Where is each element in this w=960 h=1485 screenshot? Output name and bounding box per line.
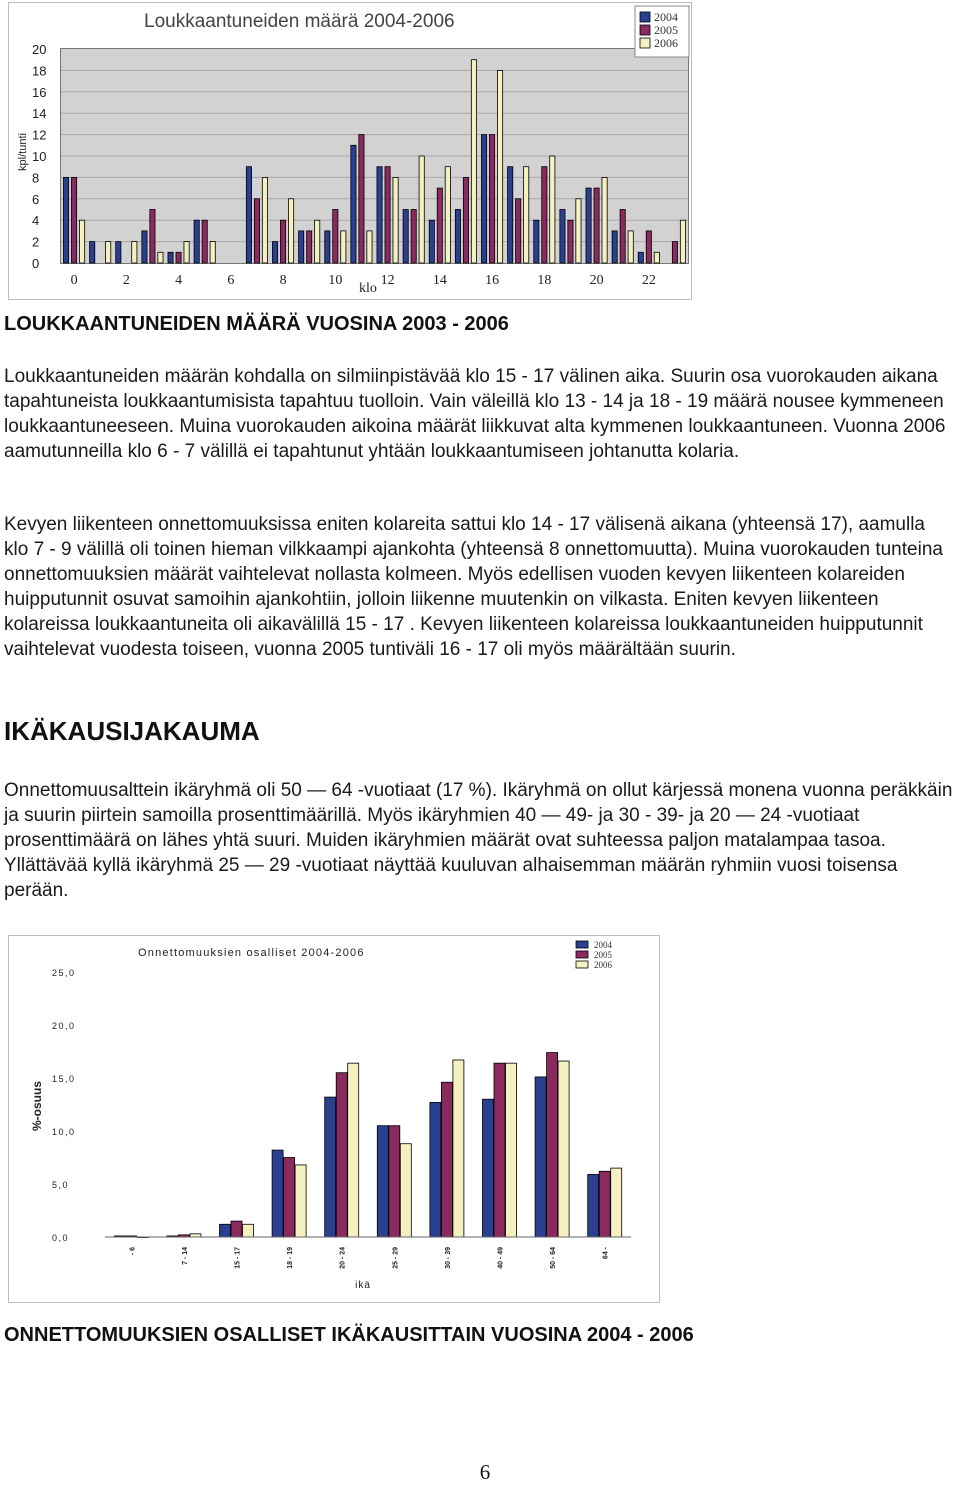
bar-2004-50 - 64 [535,1077,546,1237]
bar-2005-13 [411,210,416,264]
bar-2004-12 [377,167,382,263]
chart-title: Loukkaantuneiden määrä 2004-2006 [144,11,455,32]
legend [576,940,613,970]
bar-2005-18 - 19 [284,1158,295,1238]
bar-2006-1 [106,242,111,263]
bar-2005-19 [568,220,573,263]
paragraph-hourly-injuries: Loukkaantuneiden määrän kohdalla on silmiinpistävää klo 15 - 17 välinen aika. Suurin osa vuorokauden aikana tapahtuneista loukkaantumisista tapahtuu tuolloin. Vain väleillä klo 13 - 14 ja 18 - 19 määrä nousee kymmeneen loukkaantuneeseen. Muina vuorokauden aikoina määrät liikkuvat alta kymmenen loukkaantuneen. Vuonna 2006 aamutunneilla klo 6 - 7 välillä ei tapahtunut yhtään loukkaantumiseen johtanutta kolaria. [4,366,946,462]
bar-2005-25 - 29 [389,1126,400,1237]
x-tick-label: 18 [537,273,552,288]
legend-label-2004: 2004 [654,10,678,24]
y-axis-label: %-osuus [30,1080,44,1132]
bar-2006-18 [550,156,555,263]
bar-2006-50 - 64 [558,1061,569,1237]
bar-2006-23 [680,220,685,263]
bar-2006-13 [419,156,424,263]
bar-2005-18 [542,167,547,263]
x-tick-label: 50 - 64 [550,1247,558,1269]
bar-2004-3 [142,231,147,263]
legend-label-2006: 2006 [654,36,678,50]
bar-2006-21 [628,231,633,263]
y-tick-label: 0 [32,256,40,271]
x-tick-label: 2 [122,273,130,288]
bar-2005-9 [307,231,312,263]
y-tick-label: 25,0 [52,968,76,978]
bar-2005-64 - [599,1171,610,1237]
bar-2004-4 [168,252,173,263]
x-tick-label: 20 - 24 [339,1247,347,1269]
y-tick-label: 4 [32,213,40,229]
bar-2004-22 [638,252,643,263]
bar-2006-25 - 29 [400,1144,411,1237]
bar-2004-18 - 19 [272,1150,283,1237]
bar-2006-20 [602,177,607,263]
bar-2005-14 [437,188,442,263]
x-axis-label: klo [359,281,377,296]
bar-2004-20 - 24 [325,1097,336,1237]
x-tick-label: 7 - 14 [181,1247,189,1265]
x-tick-label: 0 [70,273,78,288]
y-tick-label: 20 [32,42,47,57]
bar-2006-14 [445,167,450,263]
bar-2006-19 [576,199,581,263]
bar-2005-40 - 49 [494,1063,505,1237]
x-tick-label: 40 - 49 [497,1247,505,1269]
y-tick-label: 16 [32,84,47,100]
y-tick-label: 2 [32,234,40,250]
bar-2006-9 [315,220,320,263]
bar-2004-9 [299,231,304,263]
bar-2005-12 [385,167,390,263]
bar-2005-17 [516,199,521,263]
bar-2006-8 [288,199,293,263]
bar-2006-15 - 17 [243,1224,254,1237]
bar-2005-3 [150,210,155,264]
bar-2004-0 [63,177,68,263]
bar-2006-12 [393,177,398,263]
bar-2004-30 - 39 [430,1102,441,1237]
bar-2004-15 [455,210,460,264]
bar-2005-5 [202,220,207,263]
x-tick-label: 22 [641,273,656,288]
y-tick-label: 20,0 [52,1021,76,1031]
bar-2006-7 [262,177,267,263]
bar-2006-10 [341,231,346,263]
x-tick-label: 30 - 39 [444,1247,452,1269]
bar-2006-3 [158,252,163,263]
bar-2005-20 [594,188,599,263]
y-tick-label: 8 [32,170,40,186]
legend-swatch-2006 [576,961,588,968]
bar-2005-20 - 24 [336,1073,347,1237]
x-tick-label: 10 [328,273,343,288]
bar-2006-0 [79,220,84,263]
bar-2005-8 [280,220,285,263]
x-axis-label: ikä [355,1280,371,1291]
y-tick-label: 10,0 [52,1127,76,1137]
x-tick-label: 20 [589,273,604,288]
page-number: 6 [479,1460,491,1484]
y-tick-label: 10 [32,149,47,164]
bar-2005-16 [489,135,494,263]
accidents-by-age-chart [8,935,660,1303]
legend-label-2005: 2005 [654,23,678,37]
x-tick-label: 6 [227,273,235,288]
bar-2004-8 [272,242,277,263]
x-tick-label: - 6 [129,1247,137,1256]
bar-2005-4 [176,252,181,263]
legend-label-2004: 2004 [594,940,612,950]
bar-2004-25 - 29 [377,1126,388,1237]
injuries-by-hour-chart [8,2,692,300]
x-tick-label: 8 [279,273,287,288]
bar-2005-22 [646,231,651,263]
bar-2004-7 [246,167,251,263]
y-tick-label: 5,0 [52,1180,70,1190]
bar-2005-30 - 39 [441,1082,452,1237]
legend-label-2006: 2006 [594,960,612,970]
bar-2004-15 - 17 [220,1224,231,1237]
y-tick-label: 0,0 [52,1233,70,1243]
bar-2004-5 [194,220,199,263]
bar-2004-2 [116,242,121,263]
bar-2004-10 [325,231,330,263]
bar-2006-20 - 24 [348,1063,359,1237]
bar-2004-20 [586,188,591,263]
bar-2004-16 [481,135,486,263]
bar-2005-11 [359,135,364,263]
y-tick-label: 18 [32,63,47,79]
bar-2005-23 [672,242,677,263]
bar-2004-64 - [588,1174,599,1237]
chart2-caption: ONNETTOMUUKSIEN OSALLISET IKÄKAUSITTAIN VUOSINA 2004 - 2006 [4,1324,694,1346]
bar-2005-7 [254,199,259,263]
x-tick-label: 14 [432,273,447,288]
x-tick-label: 12 [380,273,395,288]
bar-2004-19 [560,210,565,264]
bar-2004-13 [403,210,408,264]
x-tick-label: 16 [485,273,500,288]
bar-2006-5 [210,242,215,263]
bar-2005-21 [620,210,625,264]
x-tick-label: 15 - 17 [234,1247,242,1269]
paragraph-age-distribution: Onnettomuusalttein ikäryhmä oli 50 — 64 -vuotiaat (17 %). Ikäryhmä on ollut kärjessä monena vuonna peräkkäin ja suurin piirtein samoilla prosenttimäärillä. Myös ikäryhmien 40 — 49- ja 30 - 39- ja 20 — 24 -vuotiaat prosenttimäärä on lähes yhtä suuri. Muiden ikäryhmien määrät ovat suhteessa paljon matalampaa tasoa. Yllättävää kyllä ikäryhmä 25 — 29 -vuotiaat näyttää kuuluvan alhaisemman määrän ryhmiin vuosi toisensa perään. [4,780,953,901]
legend-swatch-2004 [576,941,588,948]
legend-swatch-2004 [640,12,650,22]
bar-2006-17 [524,167,529,263]
bar-2004-18 [534,220,539,263]
bar-2005-0 [71,177,76,263]
legend-swatch-2005 [640,25,650,35]
bar-2006-15 [471,60,476,263]
paragraph-light-traffic: Kevyen liikenteen onnettomuuksissa eniten kolareita sattui klo 14 - 17 välisenä aikana (yhteensä 17), aamulla klo 7 - 9 välillä oli toinen hieman vilkkaampi ajankohta (yhteensä 8 onnettomuutta). Muina vuorokauden tunteina onnettomuuksien määrät vaihtelevat nollasta kolmeen. Myös edellisen vuoden kevyen liikenteen kolareiden huipputunnit osuvat samoihin ajankohtiin, jolloin liikenne muutenkin on vilkasta. Eniten kevyen liikenteen kolareissa loukkaantuneita oli aikavälillä 15 - 17 . Kevyen liikenteen kolareissa loukkaantuneiden huipputunnit vaihtelevat vuodesta toiseen, vuonna 2005 tuntiväli 16 - 17 oli myös määrältään suurin. [4,514,943,660]
y-tick-label: 12 [32,127,47,143]
bar-2005-50 - 64 [547,1053,558,1237]
section-heading-age-distribution: IKÄKAUSIJAKAUMA [4,716,260,746]
y-tick-label: 15,0 [52,1074,76,1084]
bar-2004-21 [612,231,617,263]
bar-2006-22 [654,252,659,263]
x-tick-label: 25 - 29 [392,1247,400,1269]
legend-swatch-2005 [576,951,588,958]
bar-2006-2 [132,242,137,263]
x-tick-label: 18 - 19 [287,1247,295,1269]
bar-2006-64 - [611,1168,622,1237]
y-tick-label: 14 [32,106,47,122]
bar-2006-40 - 49 [506,1063,517,1237]
bar-2006-30 - 39 [453,1060,464,1237]
bar-2006-4 [184,242,189,263]
bar-2006-11 [367,231,372,263]
bar-2004-1 [90,242,95,263]
bar-2004-17 [508,167,513,263]
legend-label-2005: 2005 [594,950,612,960]
y-axis-label: kpl/tunti [17,133,29,171]
legend-swatch-2006 [640,38,650,48]
x-tick-label: 64 - [602,1247,610,1260]
bar-2005-15 [463,177,468,263]
bar-2005-15 - 17 [231,1221,242,1237]
bar-2005-10 [333,210,338,264]
bar-2006-16 [497,70,502,263]
bar-2004-11 [351,145,356,263]
bar-2004-14 [429,220,434,263]
bar-2006-18 - 19 [295,1165,306,1237]
legend [635,6,689,57]
chart1-caption: LOUKKAANTUNEIDEN MÄÄRÄ VUOSINA 2003 - 2006 [4,313,509,335]
x-tick-label: 4 [175,273,183,288]
y-tick-label: 6 [32,191,40,207]
chart-title: Onnettomuuksien osalliset 2004-2006 [138,947,365,959]
bar-2004-40 - 49 [483,1099,494,1237]
